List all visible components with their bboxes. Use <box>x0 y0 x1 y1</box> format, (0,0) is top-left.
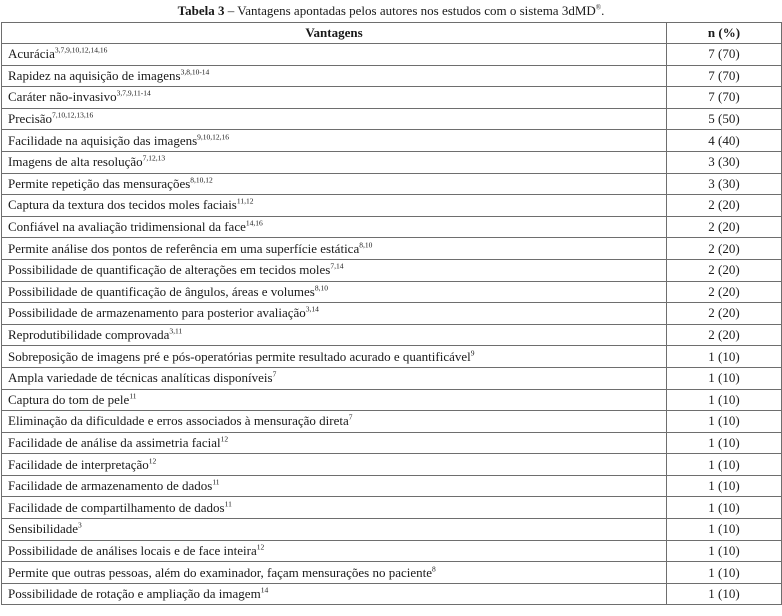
advantage-text: Reprodutibilidade comprovada <box>8 327 170 343</box>
advantage-text: Caráter não-invasivo <box>8 89 117 105</box>
table-caption-label: Tabela 3 <box>177 3 225 18</box>
table-row <box>2 475 782 497</box>
table-row <box>2 367 782 389</box>
advantages-table <box>1 22 782 605</box>
advantage-text: Ampla variedade de técnicas analíticas disponíveis <box>8 370 273 386</box>
advantage-text: Captura da textura dos tecidos moles faciais <box>8 197 237 213</box>
count-percent-cell: 1 (10) <box>667 346 782 368</box>
reference-superscript: 9,10,12,16 <box>197 132 230 142</box>
count-percent-cell: 2 (20) <box>667 281 782 303</box>
advantage-text: Facilidade na aquisição das imagens <box>8 132 198 148</box>
advantage-cell <box>2 238 667 260</box>
table-row <box>2 432 782 454</box>
header-vantagens: Vantagens <box>2 23 667 44</box>
table-row <box>2 346 782 368</box>
count-percent-cell: 1 (10) <box>667 583 782 605</box>
table-caption-text: – Vantagens apontadas pelos autores nos estudos com o sistema 3dMD <box>224 3 596 18</box>
registered-mark: ® <box>595 3 602 12</box>
count-percent-cell: 1 (10) <box>667 367 782 389</box>
advantage-text: Possibilidade de rotação e ampliação da imagem <box>8 586 261 602</box>
advantage-cell <box>2 216 667 238</box>
advantage-cell <box>2 411 667 433</box>
table-row <box>2 519 782 541</box>
table-row <box>2 389 782 411</box>
advantage-cell <box>2 130 667 152</box>
advantage-text: Sensibilidade <box>8 521 79 537</box>
table-row <box>2 216 782 238</box>
advantage-cell <box>2 389 667 411</box>
reference-superscript: 11 <box>129 391 137 401</box>
advantage-text: Permite repetição das mensurações <box>8 175 191 191</box>
advantage-text: Facilidade de análise da assimetria facial <box>8 434 221 450</box>
count-percent-cell: 2 (20) <box>667 324 782 346</box>
advantage-cell <box>2 44 667 66</box>
count-percent-cell: 5 (50) <box>667 108 782 130</box>
count-percent-cell: 3 (30) <box>667 151 782 173</box>
reference-superscript: 7,10,12,13,16 <box>52 110 94 120</box>
count-percent-cell: 1 (10) <box>667 562 782 584</box>
count-percent-cell: 2 (20) <box>667 238 782 260</box>
advantage-text: Possibilidade de armazenamento para posterior avaliação <box>8 305 306 321</box>
table-row <box>2 562 782 584</box>
table-row <box>2 497 782 519</box>
advantage-cell <box>2 281 667 303</box>
advantage-cell <box>2 346 667 368</box>
advantage-text: Facilidade de armazenamento de dados <box>8 478 213 494</box>
advantage-text: Acurácia <box>8 46 55 62</box>
advantage-cell <box>2 324 667 346</box>
reference-superscript: 11,12 <box>236 197 254 207</box>
advantage-cell <box>2 87 667 109</box>
header-n-percent: n (%) <box>667 23 782 44</box>
table-row <box>2 583 782 605</box>
table-row <box>2 195 782 217</box>
reference-superscript: 7,12,13 <box>142 153 166 163</box>
reference-superscript: 12 <box>256 542 265 552</box>
count-percent-cell: 1 (10) <box>667 411 782 433</box>
table-row <box>2 324 782 346</box>
count-percent-cell: 4 (40) <box>667 130 782 152</box>
table-caption <box>0 0 782 22</box>
table-row <box>2 454 782 476</box>
reference-superscript: 12 <box>220 434 229 444</box>
advantage-text: Confiável na avaliação tridimensional da face <box>8 219 246 235</box>
advantage-cell <box>2 540 667 562</box>
advantage-text: Precisão <box>8 111 53 127</box>
reference-superscript: 14,16 <box>245 218 263 228</box>
advantage-cell <box>2 108 667 130</box>
advantage-cell <box>2 454 667 476</box>
reference-superscript: 3,7,9,10,12,14,16 <box>54 45 108 55</box>
advantage-text: Imagens de alta resolução <box>8 154 143 170</box>
count-percent-cell: 1 (10) <box>667 389 782 411</box>
table-row <box>2 151 782 173</box>
advantage-text: Rapidez na aquisição de imagens <box>8 67 181 83</box>
advantage-cell <box>2 65 667 87</box>
count-percent-cell: 1 (10) <box>667 540 782 562</box>
count-percent-cell: 7 (70) <box>667 65 782 87</box>
advantage-cell <box>2 173 667 195</box>
reference-superscript: 7,14 <box>330 261 344 271</box>
reference-superscript: 7 <box>348 413 353 423</box>
advantage-text: Facilidade de compartilhamento de dados <box>8 499 225 515</box>
reference-superscript: 8 <box>432 564 436 574</box>
table-row <box>2 259 782 281</box>
advantage-text: Facilidade de interpretação <box>8 456 149 472</box>
advantage-cell <box>2 562 667 584</box>
reference-superscript: 3,11 <box>169 326 183 336</box>
table-header-row <box>2 23 782 44</box>
advantage-text: Possibilidade de quantificação de ângulos, áreas e volumes <box>8 283 315 299</box>
table-row <box>2 130 782 152</box>
advantage-cell <box>2 367 667 389</box>
reference-superscript: 9 <box>470 348 475 358</box>
table-caption-end: . <box>601 3 605 18</box>
advantage-cell <box>2 475 667 497</box>
advantage-cell <box>2 259 667 281</box>
advantage-text: Sobreposição de imagens pré e pós-operatórias permite resultado acurado e quantificável <box>8 348 471 364</box>
table-row <box>2 108 782 130</box>
reference-superscript: 11 <box>212 477 220 487</box>
advantage-text: Captura do tom de pele <box>8 391 130 407</box>
count-percent-cell: 1 (10) <box>667 454 782 476</box>
advantage-text: Eliminação da dificuldade e erros associados à mensuração direta <box>8 413 349 429</box>
advantage-text: Permite que outras pessoas, além do examinador, façam mensurações no paciente <box>8 564 432 580</box>
count-percent-cell: 1 (10) <box>667 519 782 541</box>
count-percent-cell: 1 (10) <box>667 475 782 497</box>
advantage-cell <box>2 195 667 217</box>
advantage-text: Possibilidade de quantificação de alterações em tecidos moles <box>8 262 331 278</box>
reference-superscript: 12 <box>148 456 157 466</box>
reference-superscript: 8,10 <box>359 240 373 250</box>
advantage-cell <box>2 583 667 605</box>
table-row <box>2 65 782 87</box>
reference-superscript: 14 <box>260 585 269 595</box>
table-body <box>2 44 782 605</box>
table-row <box>2 238 782 260</box>
advantage-cell <box>2 497 667 519</box>
reference-superscript: 3,7,9,11-14 <box>116 89 151 99</box>
reference-superscript: 3,8,10-14 <box>180 67 210 77</box>
table-row <box>2 44 782 66</box>
count-percent-cell: 7 (70) <box>667 87 782 109</box>
reference-superscript: 11 <box>224 499 232 509</box>
count-percent-cell: 2 (20) <box>667 195 782 217</box>
count-percent-cell: 2 (20) <box>667 303 782 325</box>
reference-superscript: 3 <box>78 521 82 531</box>
count-percent-cell: 1 (10) <box>667 432 782 454</box>
table-row <box>2 173 782 195</box>
table-row <box>2 87 782 109</box>
count-percent-cell: 1 (10) <box>667 497 782 519</box>
advantage-text: Possibilidade de análises locais e de face inteira <box>8 542 257 558</box>
table-row <box>2 281 782 303</box>
reference-superscript: 8,10,12 <box>190 175 213 185</box>
count-percent-cell: 7 (70) <box>667 44 782 66</box>
reference-superscript: 3,14 <box>305 305 319 315</box>
reference-superscript: 7 <box>272 369 277 379</box>
table-row <box>2 540 782 562</box>
reference-superscript: 8,10 <box>314 283 328 293</box>
advantage-cell <box>2 303 667 325</box>
advantage-text: Permite análise dos pontos de referência em uma superfície estática <box>8 240 360 256</box>
table-row <box>2 303 782 325</box>
advantage-cell <box>2 151 667 173</box>
count-percent-cell: 3 (30) <box>667 173 782 195</box>
count-percent-cell: 2 (20) <box>667 216 782 238</box>
advantage-cell <box>2 432 667 454</box>
count-percent-cell: 2 (20) <box>667 259 782 281</box>
table-row <box>2 411 782 433</box>
advantage-cell <box>2 519 667 541</box>
